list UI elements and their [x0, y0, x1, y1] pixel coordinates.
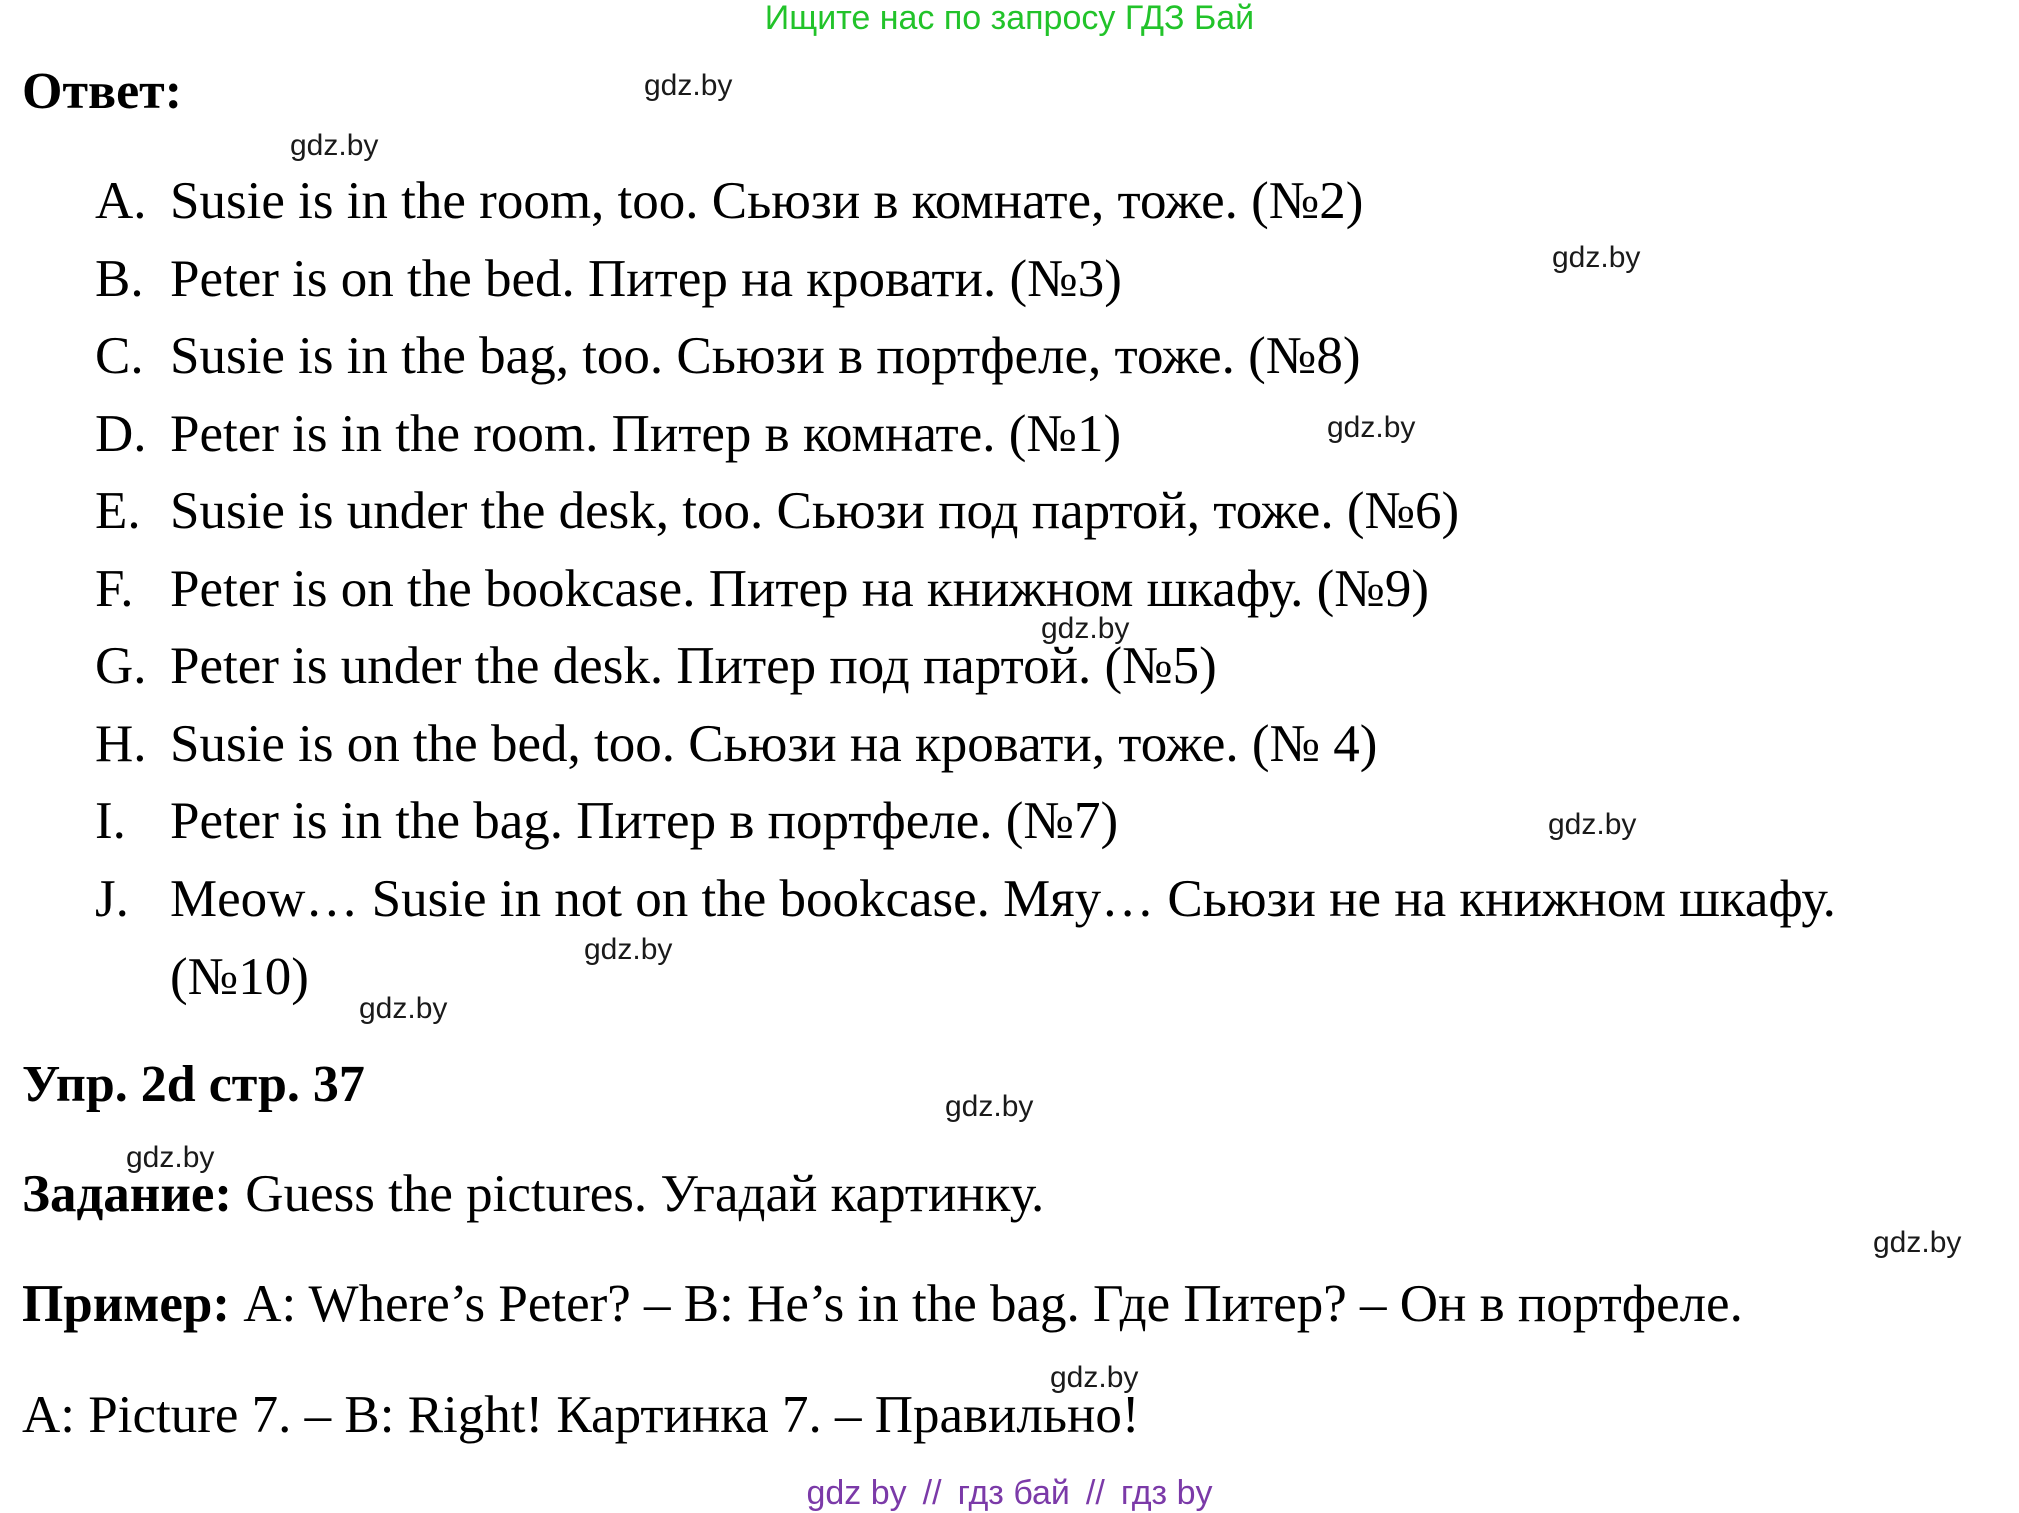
example-text: A: Where’s Peter? – B: He’s in the bag. Где Питер? – Он в портфеле. — [230, 1275, 1743, 1333]
answer-heading: Ответ: — [22, 63, 183, 120]
watermark: gdz.by — [1552, 241, 1641, 274]
watermark: gdz.by — [1327, 411, 1416, 444]
footer-separator: // — [1085, 1474, 1105, 1512]
watermark: gdz.by — [359, 992, 448, 1025]
dialog-line: A: Picture 7. – B: Right! Картинка 7. – Правильно! — [22, 1386, 1140, 1444]
answer-text: Susie is on the bed, too. Сьюзи на кровати, тоже. (№ 4) — [170, 715, 1378, 773]
answer-text: Susie is under the desk, too. Сьюзи под партой, тоже. (№6) — [170, 482, 1460, 540]
answer-text: Susie is in the bag, too. Сьюзи в портфеле, тоже. (№8) — [170, 327, 1361, 385]
watermark: gdz.by — [1050, 1361, 1139, 1394]
answer-letter: C. — [95, 327, 144, 385]
answer-text: Peter is on the bookcase. Питер на книжном шкафу. (№9) — [170, 560, 1430, 618]
watermark: gdz.by — [290, 129, 379, 162]
answer-continuation: (№10) — [170, 948, 309, 1006]
task-label: Задание: — [22, 1165, 233, 1223]
example-label: Пример: — [22, 1275, 230, 1333]
watermark: gdz.by — [945, 1090, 1034, 1123]
watermark: gdz.by — [1041, 612, 1130, 645]
answer-letter: D. — [95, 405, 147, 463]
footer-separator: // — [922, 1474, 942, 1512]
answer-letter: B. — [95, 250, 144, 308]
answer-letter: J. — [95, 870, 129, 928]
answer-letter: F. — [95, 560, 134, 618]
watermark: gdz.by — [644, 69, 733, 102]
answer-letter: I. — [95, 792, 126, 850]
answer-text: Susie is in the room, too. Сьюзи в комнате, тоже. (№2) — [170, 172, 1364, 230]
footer-part-1: gdz by — [806, 1474, 907, 1512]
task-text: Guess the pictures. Угадай картинку. — [232, 1165, 1045, 1223]
answer-letter: G. — [95, 637, 147, 695]
exercise-heading: Упр. 2d стр. 37 — [22, 1056, 365, 1113]
watermark: gdz.by — [1873, 1226, 1962, 1259]
footer-part-3: гдз by — [1120, 1474, 1213, 1512]
answer-text: Peter is on the bed. Питер на кровати. (№3) — [170, 250, 1122, 308]
answer-text: Peter is in the bag. Питер в портфеле. (№7) — [170, 792, 1119, 850]
top-banner: Ищите нас по запросу ГДЗ Бай — [764, 0, 1255, 37]
footer-part-2: гдз бай — [957, 1474, 1070, 1512]
watermark: gdz.by — [1548, 808, 1637, 841]
answer-text: Meow… Susie in not on the bookcase. Мяу… Сьюзи не на книжном шкафу. — [170, 870, 1836, 928]
watermark: gdz.by — [584, 933, 673, 966]
answer-text: Peter is in the room. Питер в комнате. (№1) — [170, 405, 1122, 463]
answer-text: Peter is under the desk. Питер под партой. (№5) — [170, 637, 1217, 695]
footer — [0, 1474, 2019, 1512]
answer-letter: E. — [95, 482, 141, 540]
example-paragraph — [22, 1274, 1743, 1334]
answer-letter: H. — [95, 715, 147, 773]
watermark: gdz.by — [126, 1141, 215, 1174]
answer-letter: A. — [95, 172, 147, 230]
